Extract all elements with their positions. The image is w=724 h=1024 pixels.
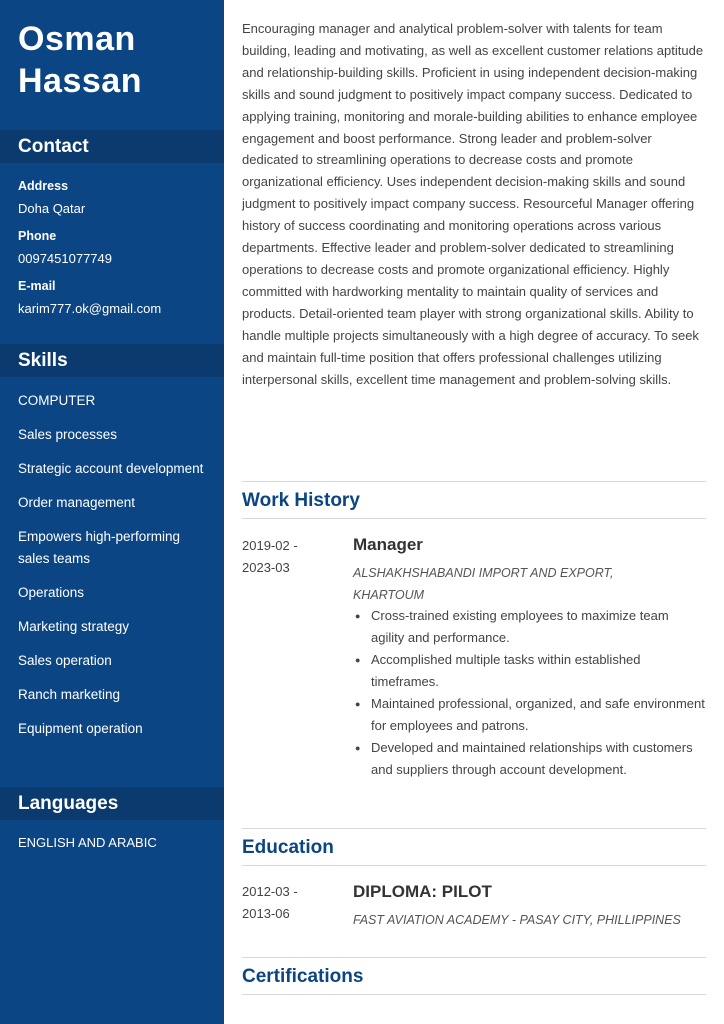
education-date-start: 2012-03 -: [242, 884, 298, 899]
skills-heading: Skills: [0, 344, 224, 377]
skill-item: Marketing strategy: [18, 619, 130, 634]
work-date-end: 2023-03: [242, 560, 290, 575]
skill-item: Sales processes: [18, 427, 118, 442]
email-label: E-mail: [18, 279, 56, 293]
work-dates: [242, 535, 342, 579]
company-name: ALSHAKHSHABANDI IMPORT AND EXPORT, KHARTOUM: [353, 566, 614, 602]
work-bullet: ● Accomplished multiple tasks within established timeframes.: [353, 649, 705, 693]
sidebar: [0, 0, 224, 1024]
work-bullet: ● Cross-trained existing employees to maximize team agility and performance.: [353, 605, 705, 649]
last-name: Hassan: [18, 62, 142, 100]
skills-list: [18, 390, 214, 752]
skill-item: Strategic account development: [18, 461, 204, 476]
email-value: karim777.ok@gmail.com: [18, 301, 162, 316]
education-date-end: 2013-06: [242, 906, 290, 921]
work-history-heading: Work History: [242, 481, 706, 519]
education-dates: [242, 881, 342, 925]
candidate-name: [18, 18, 218, 102]
phone-value: 0097451077749: [18, 251, 112, 266]
skill-item: Operations: [18, 585, 85, 600]
address-value: Doha Qatar: [18, 201, 86, 216]
job-title: Manager: [353, 535, 423, 554]
contact-heading: Contact: [0, 130, 224, 163]
certifications-heading: Certifications: [242, 957, 706, 995]
skill-item: Equipment operation: [18, 721, 143, 736]
work-bullet: ● Maintained professional, organized, and safe environment for employees and patrons.: [353, 693, 705, 737]
skill-item: Empowers high-performing sales teams: [18, 529, 181, 566]
skill-item: Sales operation: [18, 653, 112, 668]
professional-summary: Encouraging manager and analytical problem-solver with talents for team building, leading and motivating, as well as excellent customer relations aptitude and relationship-building skills. Proficient in using independent decision-making skills and sound judgment to positively impact company success. Dedicated to applying training, monitoring and morale-building abilities to enhance employee engagement and boost performance. Strong leader and problem-solver dedicated to streamlining operations to decrease costs and promote organizational efficiency. Uses independent decision-making skills and sound judgment to positively impact company success. Resourceful Manager offering history of success coordinating and monitoring operations across various departments. Effective leader and problem-solver dedicated to streamlining operations to decrease costs and promote organizational efficiency. Highly committed with hardworking mentality to maintain quality of services and products. Detail-oriented team player with strong organizational skills. Ability to handle multiple projects simultaneously with a high degree of accuracy. To seek and maintain full-time position that offers professional challenges utilizing interpersonal skills, excellent time management and problem-solving skills.: [242, 21, 704, 387]
work-bullets: [353, 605, 705, 781]
languages-heading: Languages: [0, 787, 224, 820]
work-date-start: 2019-02 -: [242, 538, 298, 553]
skill-item: COMPUTER: [18, 393, 96, 408]
first-name: Osman: [18, 20, 136, 58]
languages-value: ENGLISH AND ARABIC: [18, 835, 157, 850]
address-label: Address: [18, 179, 69, 193]
phone-label: Phone: [18, 229, 57, 243]
work-bullet: ● Developed and maintained relationships with customers and suppliers through account development.: [353, 737, 705, 781]
school-name: FAST AVIATION ACADEMY - PASAY CITY, PHILLIPPINES: [353, 913, 681, 927]
skill-item: Ranch marketing: [18, 687, 121, 702]
skill-item: Order management: [18, 495, 136, 510]
degree: DIPLOMA: PILOT: [353, 882, 492, 901]
education-heading: Education: [242, 828, 706, 866]
